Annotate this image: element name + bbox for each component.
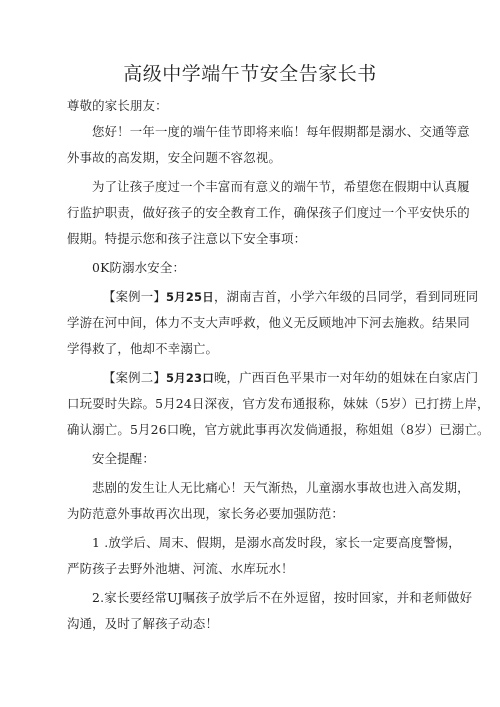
case-2-label: 【案例二】 [103, 370, 166, 385]
case-2-line-1 [103, 370, 478, 386]
safety-heading: 安全提醒： [92, 451, 155, 466]
case-2-date: 5月23口 [165, 371, 214, 385]
section-heading-drowning: 0K防溺水安全： [92, 260, 186, 275]
paragraph-2-line-1: 为了让孩子度过一个丰富而有意义的端午节，希望您在假期中认真履 [92, 179, 470, 194]
case-1-text: ，湖南吉首，小学六年级的吕同学，看到同班同 [213, 289, 479, 304]
paragraph-2-line-2: 行监护职责，做好孩子的安全教育工作，确保孩子们度过一个平安快乐的 [67, 205, 470, 220]
document-title: 高级中学端午节安全告家长书 [123, 63, 377, 85]
paragraph-2-line-3: 假期。特提示您和孩子注意以下安全事项： [67, 231, 307, 246]
case-1-date: 5月25日 [165, 290, 214, 304]
case-1-line-1 [103, 289, 478, 305]
case-2-text: 晚，广西百色平果市一对年幼的姐妹在白家店门 [213, 370, 479, 385]
paragraph-3-line-2: 为防范意外事故再次出现，家长务必要加强防范： [67, 506, 344, 521]
case-1-label: 【案例一】 [103, 289, 166, 304]
case-1-line-2: 学游在河中间，体力不支大声呼救，他义无反顾地冲下河去施救。结果同 [67, 315, 470, 330]
case-1-line-3: 学得救了，他却不幸溺亡。 [67, 341, 219, 356]
paragraph-1-line-2: 外事故的高发期，安全问题不容忽视。 [67, 150, 282, 165]
salutation: 尊敬的家长朋友： [67, 98, 168, 113]
item-2-line-2: 沟通，及时了解孩子动态！ [67, 616, 219, 631]
case-2-line-3: 确认溺亡。5月26口晚，官方就此事再次发倘通报，称姐姐（8岁）已溺亡。 [67, 422, 490, 437]
item-1-line-1: 1 .放学后、周末、假期，是溺水高发时段，家长一定要高度警惕， [92, 535, 461, 550]
item-1-line-2: 严防孩子去野外池塘、河流、水库玩水！ [67, 561, 294, 576]
item-2-line-1: 2.家长要经常UJ嘱孩子放学后不在外逗留，按时回家，并和老师做好 [92, 590, 473, 605]
paragraph-1-line-1: 您好！一年一度的端午佳节即将来临！每年假期都是溺水、交通等意 [92, 124, 470, 139]
paragraph-3-line-1: 悲剧的发生让人无比痛心！天气渐热，儿童溺水事故也进入高发期， [92, 480, 470, 495]
case-2-line-2: 口玩耍时失踪。5月24日深夜，官方发布通报称，妹妹（5岁）已打捞上岸， [67, 396, 490, 411]
